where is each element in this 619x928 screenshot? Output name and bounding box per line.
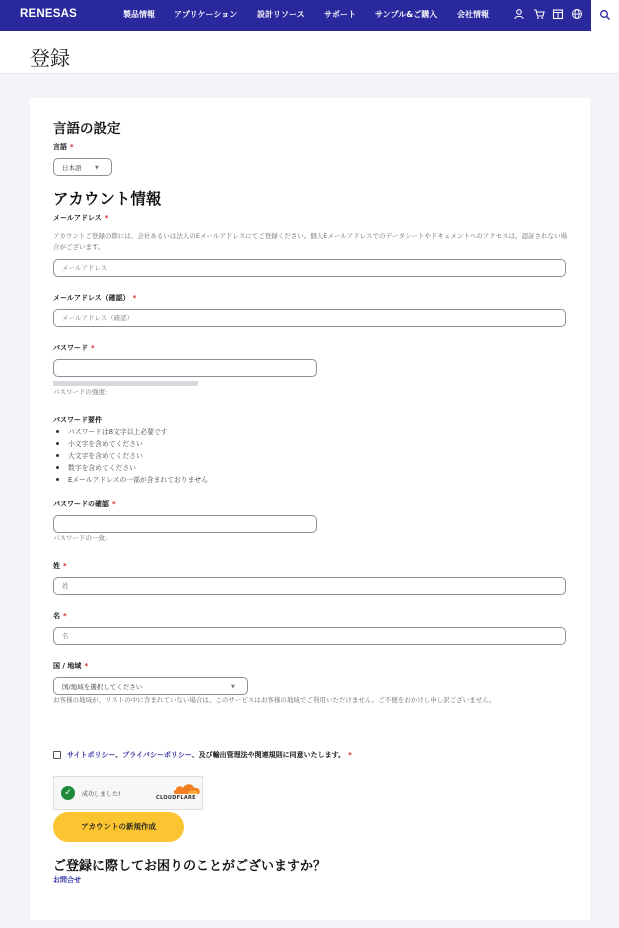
privacy-policy-link[interactable]: プライバシーポリシー [122, 751, 192, 759]
top-navigation [0, 0, 619, 31]
password-confirm-input[interactable] [53, 515, 317, 533]
create-account-button[interactable]: アカウントの新規作成 [53, 812, 184, 842]
agree-separator: 、 [115, 751, 123, 759]
captcha-brand: CLOUDFLARE [156, 795, 196, 801]
cart-icon[interactable] [533, 8, 545, 20]
country-label: 国 / 地域 * [53, 662, 89, 670]
email-input[interactable] [53, 259, 566, 277]
email-help: アカウントご登録の際には、会社あるいは法人のEメールアドレスにてご登録ください。個人Eメールアドレスでのデータシートやドキュメントへのアクセスは、認証されない場合がございます。 [53, 232, 568, 251]
password-strength-label: パスワードの強度: [53, 388, 108, 396]
list-item: 数字を含めてください [53, 462, 208, 474]
search-icon [599, 9, 611, 21]
language-label: 言語 * [53, 143, 74, 151]
title-band [0, 31, 619, 74]
site-policy-link[interactable]: サイトポリシー [67, 751, 116, 759]
required-mark: * [348, 751, 352, 759]
password-requirements-title: パスワード要件 [53, 416, 102, 424]
email-label: メールアドレス * [53, 214, 109, 222]
account-section-title: アカウント情報 [53, 190, 162, 208]
nav-applications[interactable]: アプリケーション [174, 10, 238, 19]
caret-down-icon: ▼ [231, 684, 235, 690]
user-icon[interactable] [513, 8, 525, 20]
first-name-label: 名 * [53, 612, 67, 620]
agree-checkbox[interactable] [53, 751, 61, 759]
country-select[interactable] [53, 677, 248, 695]
list-item: 小文字を含めてください [53, 438, 208, 450]
globe-icon[interactable] [571, 8, 583, 20]
password-requirements-list [53, 426, 208, 486]
country-select-value: 国/地域を選択してください [62, 683, 143, 691]
nav-products[interactable]: 製品情報 [123, 10, 155, 19]
password-confirm-label: パスワードの確認 * [53, 500, 116, 508]
language-section-title: 言語の設定 [53, 121, 121, 137]
last-name-input[interactable] [53, 577, 566, 595]
agree-rest-text: 、及び輸出管理法や関連規則に同意いたします。 [191, 751, 346, 759]
box-icon[interactable] [552, 8, 564, 20]
captcha-status: 成功しました! [82, 791, 121, 798]
password-strength-bar [53, 381, 198, 386]
language-select[interactable] [53, 158, 112, 176]
nav-support[interactable]: サポート [324, 10, 356, 19]
language-select-value: 日本語 [62, 164, 82, 172]
captcha-widget[interactable] [53, 776, 203, 810]
cloud-icon [172, 782, 202, 795]
list-item: Eメールアドレスの一部が含まれておりません [53, 474, 208, 486]
caret-down-icon: ▼ [95, 165, 99, 171]
password-label: パスワード * [53, 344, 95, 352]
email-confirm-input[interactable] [53, 309, 566, 327]
country-help: お客様の地域が、リストの中に含まれていない場合は、このサービスはお客様の地域でご利用いただけません。ご不便をおかけし申し訳ございません。 [53, 696, 496, 704]
nav-design-resources[interactable]: 設計リソース [257, 10, 305, 19]
agree-text [67, 750, 352, 760]
contact-link[interactable]: お問合せ [53, 876, 81, 884]
password-input[interactable] [53, 359, 317, 377]
list-item: パスワードは8文字以上必要です [53, 426, 208, 438]
password-match-label: パスワードの一致: [53, 534, 108, 542]
last-name-label: 姓 * [53, 562, 67, 570]
nav-company[interactable]: 会社情報 [457, 10, 489, 19]
email-confirm-label: メールアドレス（確認） * [53, 294, 137, 302]
search-button[interactable] [591, 0, 619, 31]
renesas-logo[interactable]: RENESAS [20, 8, 77, 20]
help-title: ご登録に際してお困りのことがございますか？ [53, 859, 327, 874]
list-item: 大文字を含めてください [53, 450, 208, 462]
nav-samples-buy[interactable]: サンプル&ご購入 [375, 10, 438, 19]
page-title: 登録 [30, 46, 70, 70]
check-icon: ✓ [61, 786, 75, 800]
first-name-input[interactable] [53, 627, 566, 645]
cloudflare-logo [154, 782, 202, 806]
